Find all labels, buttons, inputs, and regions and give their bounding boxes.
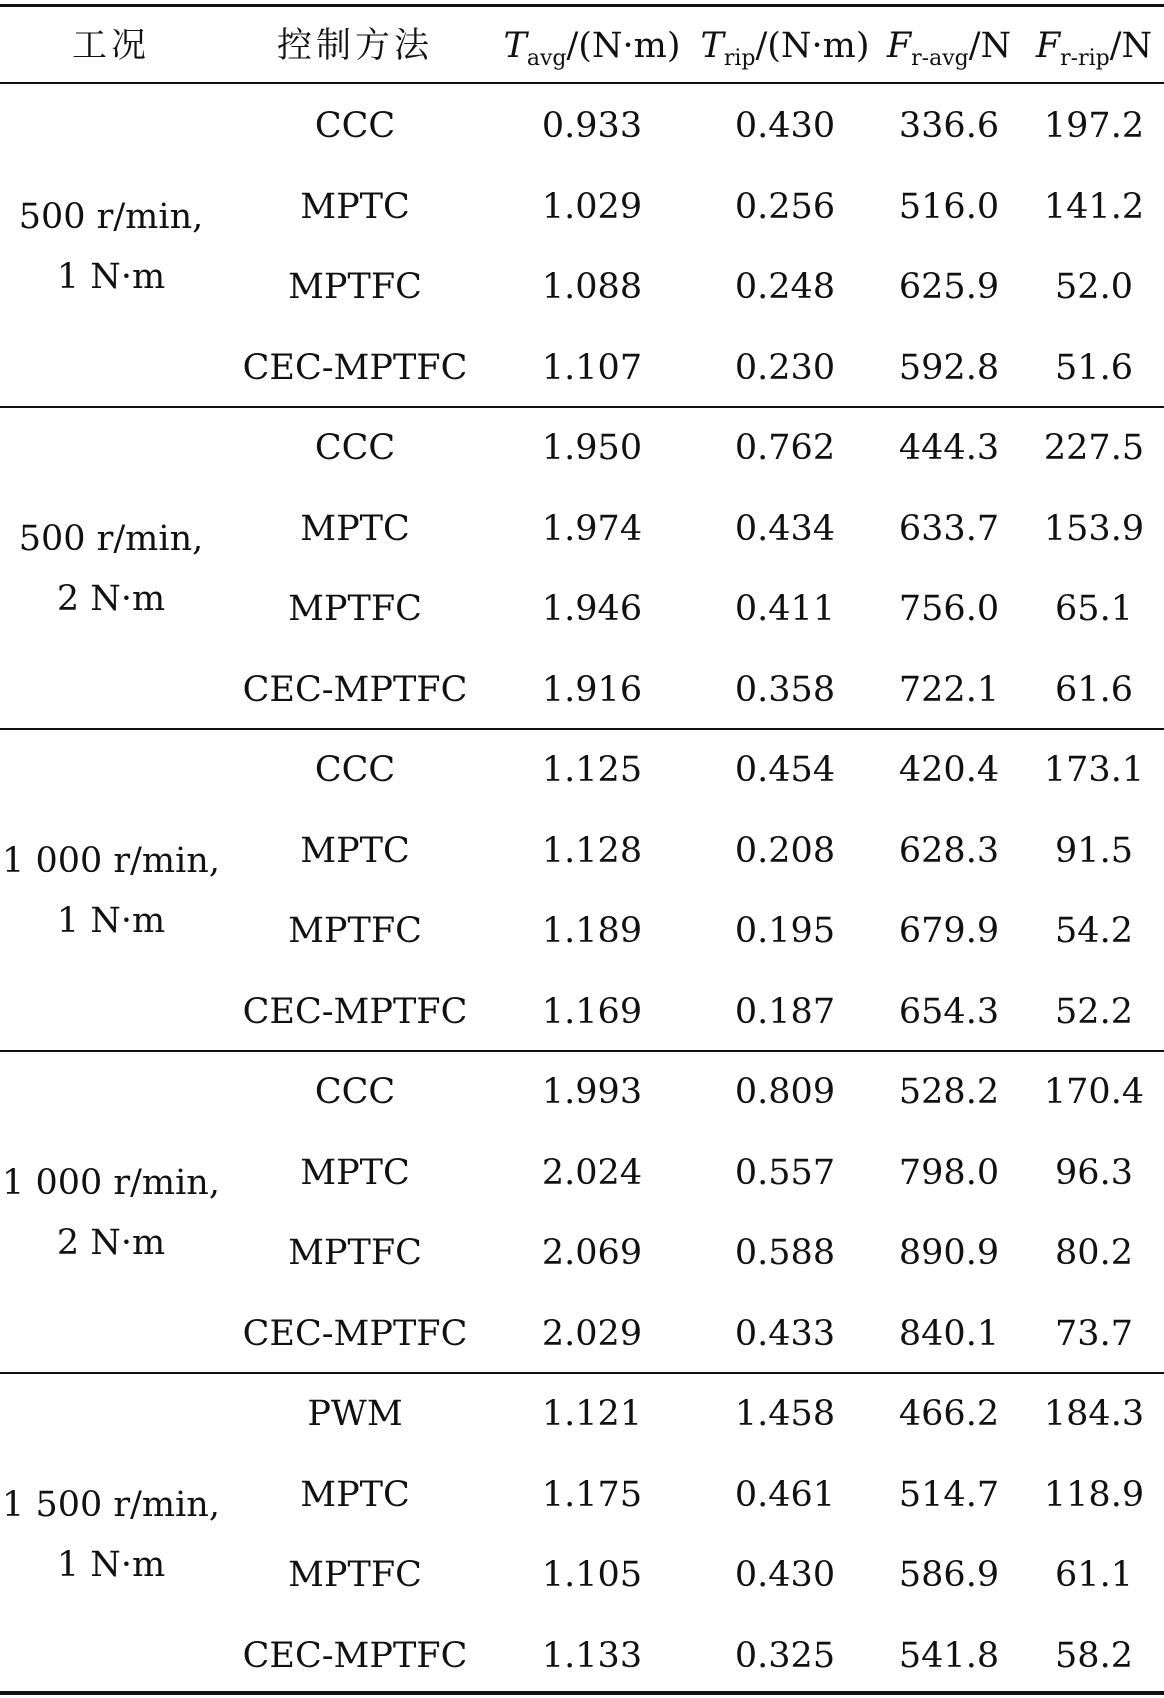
cell-torque-average: 1.950 — [541, 428, 643, 469]
cell-force-ripple: 58.2 — [1055, 1635, 1133, 1676]
cell-torque-ripple: 0.454 — [734, 750, 836, 791]
cell-force-ripple: 197.2 — [1043, 106, 1145, 147]
cell-torque-ripple: 0.358 — [734, 669, 836, 710]
cell-method: CEC-MPTFC — [242, 669, 468, 710]
cell-force-ripple: 141.2 — [1043, 186, 1145, 227]
cell-force-ripple: 61.1 — [1055, 1555, 1133, 1596]
cell-force-ripple: 170.4 — [1043, 1072, 1145, 1113]
cell-torque-average: 1.107 — [541, 347, 643, 388]
cell-force-average: 592.8 — [898, 347, 1000, 388]
cell-torque-average: 2.029 — [541, 1313, 643, 1354]
cell-torque-average: 1.946 — [541, 589, 643, 630]
cell-force-ripple: 52.0 — [1055, 267, 1133, 308]
cell-force-ripple: 51.6 — [1055, 347, 1133, 388]
cell-torque-ripple: 0.256 — [734, 186, 836, 227]
cell-torque-ripple: 0.762 — [734, 428, 836, 469]
condition-speed: 500 r/min, — [18, 197, 204, 237]
cell-force-average: 633.7 — [898, 508, 1000, 549]
condition-speed: 1 500 r/min, — [2, 1485, 220, 1525]
table-bottom-rule — [0, 1691, 1164, 1695]
cell-torque-ripple: 0.248 — [734, 267, 836, 308]
cell-force-average: 625.9 — [898, 267, 1000, 308]
group-divider-rule — [0, 728, 1164, 730]
cell-method: CEC-MPTFC — [242, 1313, 468, 1354]
cell-torque-average: 1.125 — [541, 750, 643, 791]
cell-torque-ripple: 0.461 — [734, 1474, 836, 1515]
header-method: 控制方法 — [276, 26, 433, 66]
cell-force-average: 840.1 — [898, 1313, 1000, 1354]
cell-torque-ripple: 0.588 — [734, 1233, 836, 1274]
cell-torque-average: 2.024 — [541, 1152, 643, 1193]
cell-force-ripple: 227.5 — [1043, 428, 1145, 469]
cell-force-ripple: 65.1 — [1055, 589, 1133, 630]
condition-load: 1 N·m — [56, 1545, 166, 1585]
cell-force-average: 528.2 — [898, 1072, 1000, 1113]
cell-method: MPTFC — [288, 1555, 422, 1596]
cell-torque-average: 1.175 — [541, 1474, 643, 1515]
condition-load: 2 N·m — [56, 1223, 166, 1263]
cell-torque-ripple: 0.809 — [734, 1072, 836, 1113]
header-force-average: $F_{r-avg}/N$ — [886, 26, 1012, 71]
cell-torque-average: 1.189 — [541, 911, 643, 952]
cell-torque-average: 1.105 — [541, 1555, 643, 1596]
cell-torque-ripple: 0.433 — [734, 1313, 836, 1354]
cell-method: CCC — [314, 750, 396, 791]
cell-torque-average: 1.169 — [541, 991, 643, 1032]
cell-force-ripple: 54.2 — [1055, 911, 1133, 952]
cell-force-average: 679.9 — [898, 911, 1000, 952]
condition-load: 1 N·m — [56, 257, 166, 297]
cell-method: PWM — [307, 1394, 403, 1435]
cell-force-average: 628.3 — [898, 830, 1000, 871]
cell-force-average: 756.0 — [898, 589, 1000, 630]
cell-method: CEC-MPTFC — [242, 991, 468, 1032]
cell-force-ripple: 73.7 — [1055, 1313, 1133, 1354]
cell-force-ripple: 184.3 — [1043, 1394, 1145, 1435]
cell-torque-average: 1.133 — [541, 1635, 643, 1676]
cell-torque-ripple: 0.195 — [734, 911, 836, 952]
condition-label — [0, 1475, 222, 1595]
cell-force-ripple: 91.5 — [1055, 830, 1133, 871]
cell-force-ripple: 61.6 — [1055, 669, 1133, 710]
cell-force-ripple: 153.9 — [1043, 508, 1145, 549]
cell-method: MPTFC — [288, 589, 422, 630]
cell-torque-ripple: 0.434 — [734, 508, 836, 549]
condition-speed: 1 000 r/min, — [2, 1163, 220, 1203]
condition-label — [0, 187, 222, 307]
cell-torque-ripple: 0.325 — [734, 1635, 836, 1676]
cell-method: CCC — [314, 428, 396, 469]
cell-method: MPTFC — [288, 267, 422, 308]
cell-force-average: 516.0 — [898, 186, 1000, 227]
cell-force-average: 586.9 — [898, 1555, 1000, 1596]
cell-method: CEC-MPTFC — [242, 347, 468, 388]
condition-label — [0, 1153, 222, 1273]
cell-force-average: 890.9 — [898, 1233, 1000, 1274]
cell-method: MPTC — [300, 830, 410, 871]
cell-force-average: 336.6 — [898, 106, 1000, 147]
cell-force-average: 798.0 — [898, 1152, 1000, 1193]
cell-method: CCC — [314, 1072, 396, 1113]
cell-force-average: 444.3 — [898, 428, 1000, 469]
cell-torque-ripple: 0.430 — [734, 106, 836, 147]
cell-force-average: 466.2 — [898, 1394, 1000, 1435]
header-torque-ripple: $T_{rip}/(N\cdot m)$ — [700, 26, 870, 71]
cell-torque-ripple: 0.230 — [734, 347, 836, 388]
condition-speed: 1 000 r/min, — [2, 841, 220, 881]
cell-torque-average: 1.088 — [541, 267, 643, 308]
cell-torque-ripple: 0.187 — [734, 991, 836, 1032]
cell-force-ripple: 80.2 — [1055, 1233, 1133, 1274]
cell-force-average: 654.3 — [898, 991, 1000, 1032]
cell-force-ripple: 118.9 — [1043, 1474, 1145, 1515]
cell-force-ripple: 96.3 — [1055, 1152, 1133, 1193]
cell-force-average: 420.4 — [898, 750, 1000, 791]
header-condition: 工况 — [71, 26, 150, 66]
cell-torque-average: 1.993 — [541, 1072, 643, 1113]
cell-method: CCC — [314, 106, 396, 147]
cell-torque-ripple: 0.411 — [734, 589, 836, 630]
group-divider-rule — [0, 1050, 1164, 1052]
cell-force-average: 514.7 — [898, 1474, 1000, 1515]
header-torque-average: $T_{avg}/(N\cdot m)$ — [503, 26, 681, 71]
cell-method: MPTC — [300, 186, 410, 227]
cell-torque-average: 1.974 — [541, 508, 643, 549]
group-divider-rule — [0, 406, 1164, 408]
header-rule — [0, 82, 1164, 84]
cell-torque-ripple: 0.208 — [734, 830, 836, 871]
cell-method: MPTFC — [288, 911, 422, 952]
cell-torque-ripple: 0.557 — [734, 1152, 836, 1193]
group-divider-rule — [0, 1372, 1164, 1374]
cell-method: MPTFC — [288, 1233, 422, 1274]
cell-force-ripple: 173.1 — [1043, 750, 1145, 791]
cell-force-average: 722.1 — [898, 669, 1000, 710]
cell-method: CEC-MPTFC — [242, 1635, 468, 1676]
table-top-rule — [0, 4, 1164, 7]
header-force-ripple: $F_{r-rip}/N$ — [1035, 26, 1153, 71]
cell-torque-ripple: 0.430 — [734, 1555, 836, 1596]
condition-load: 1 N·m — [56, 901, 166, 941]
cell-torque-average: 1.121 — [541, 1394, 643, 1435]
cell-torque-average: 1.029 — [541, 186, 643, 227]
cell-force-average: 541.8 — [898, 1635, 1000, 1676]
cell-force-ripple: 52.2 — [1055, 991, 1133, 1032]
cell-torque-ripple: 1.458 — [734, 1394, 836, 1435]
condition-load: 2 N·m — [56, 579, 166, 619]
cell-method: MPTC — [300, 1152, 410, 1193]
cell-torque-average: 1.128 — [541, 830, 643, 871]
cell-torque-average: 0.933 — [541, 106, 643, 147]
cell-method: MPTC — [300, 1474, 410, 1515]
cell-torque-average: 2.069 — [541, 1233, 643, 1274]
condition-speed: 500 r/min, — [18, 519, 204, 559]
condition-label — [0, 831, 222, 951]
cell-method: MPTC — [300, 508, 410, 549]
condition-label — [0, 509, 222, 629]
cell-torque-average: 1.916 — [541, 669, 643, 710]
